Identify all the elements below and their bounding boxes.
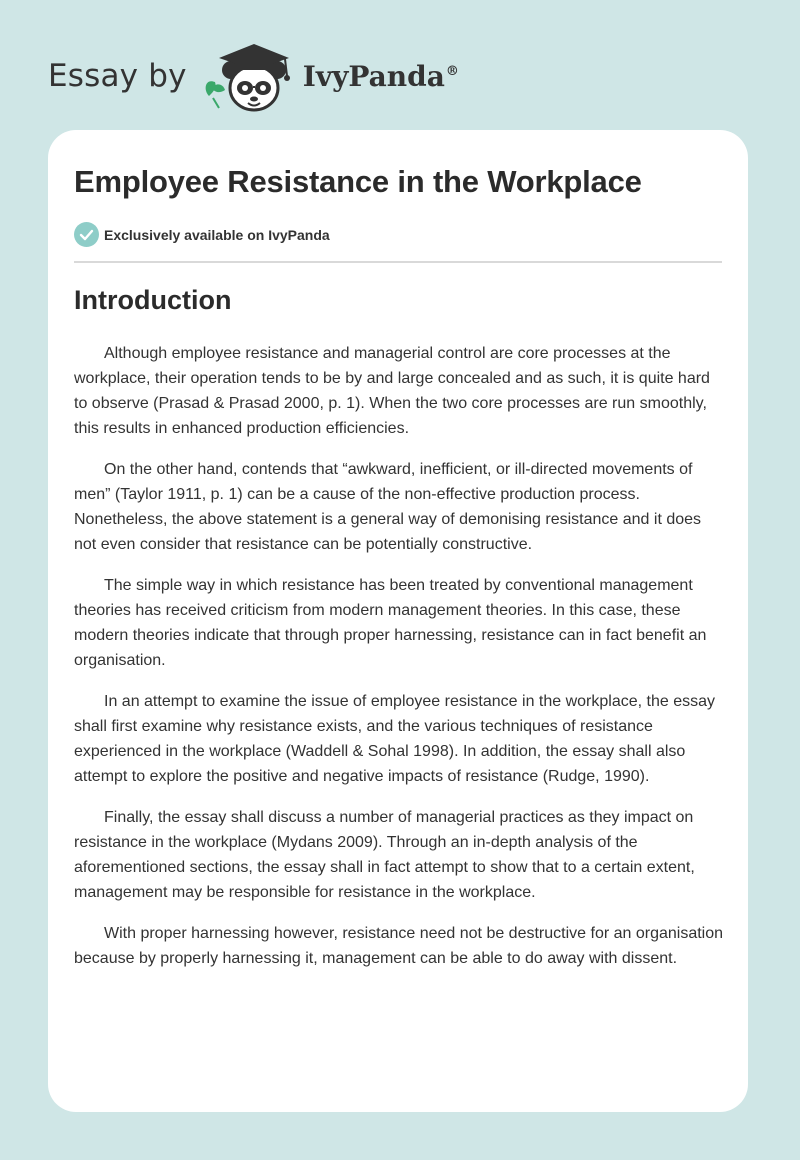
section-title: Introduction [74, 285, 232, 315]
brand-header[interactable] [48, 36, 459, 116]
page-title: Employee Resistance in the Workplace [74, 164, 642, 199]
paragraph: In an attempt to examine the issue of employee resistance in the workplace, the essay shall first examine why resistance exists, and the various techniques of resistance experienced in the workplace (Waddell & Sohal 1998). In addition, the essay shall also attempt to explore the positive and negative impacts of resistance (Rudge, 1990). [74, 693, 715, 785]
divider [74, 261, 722, 263]
panda-graduate-icon [201, 38, 299, 114]
paragraph: The simple way in which resistance has been treated by conventional management theories has received criticism from modern management theories. In this case, these modern theories indicate that through proper harnessing, resistance can in fact benefit an organisation. [74, 577, 707, 669]
brand-prefix: Essay by [48, 58, 187, 94]
exclusive-badge [74, 222, 330, 247]
paragraph: On the other hand, contends that “awkward, inefficient, or ill-directed movements of men” (Taylor 1911, p. 1) can be a cause of the non-effective production process. Nonetheless, the above statement is a general way of demonising resistance and it does not even consider that resistance can be potentially constructive. [74, 461, 702, 553]
paragraph: Although employee resistance and managerial control are core processes at the workplace, their operation tends to be by and large concealed and as such, it is quite hard to observe (Prasad & Prasad 2000, p. 1). When the two core processes are run smoothly, this results in enhanced production efficiencies. [74, 345, 710, 437]
paragraph: With proper harnessing however, resistance need not be destructive for an organisation because by properly harnessing it, management can be able to do away with dissent. [74, 925, 724, 967]
check-circle-icon [74, 222, 99, 247]
article-card [48, 130, 748, 1112]
paragraph: Finally, the essay shall discuss a number of managerial practices as they impact on resistance in the workplace (Mydans 2009). Through an in-depth analysis of the aforementioned sections, the essay shall in fact attempt to show that to a certain extent, management may be responsible for resistance in the workplace. [74, 809, 695, 901]
article-body [74, 341, 724, 987]
badge-text: Exclusively available on IvyPanda [104, 226, 330, 243]
brand-name: IvyPanda® [302, 59, 459, 93]
